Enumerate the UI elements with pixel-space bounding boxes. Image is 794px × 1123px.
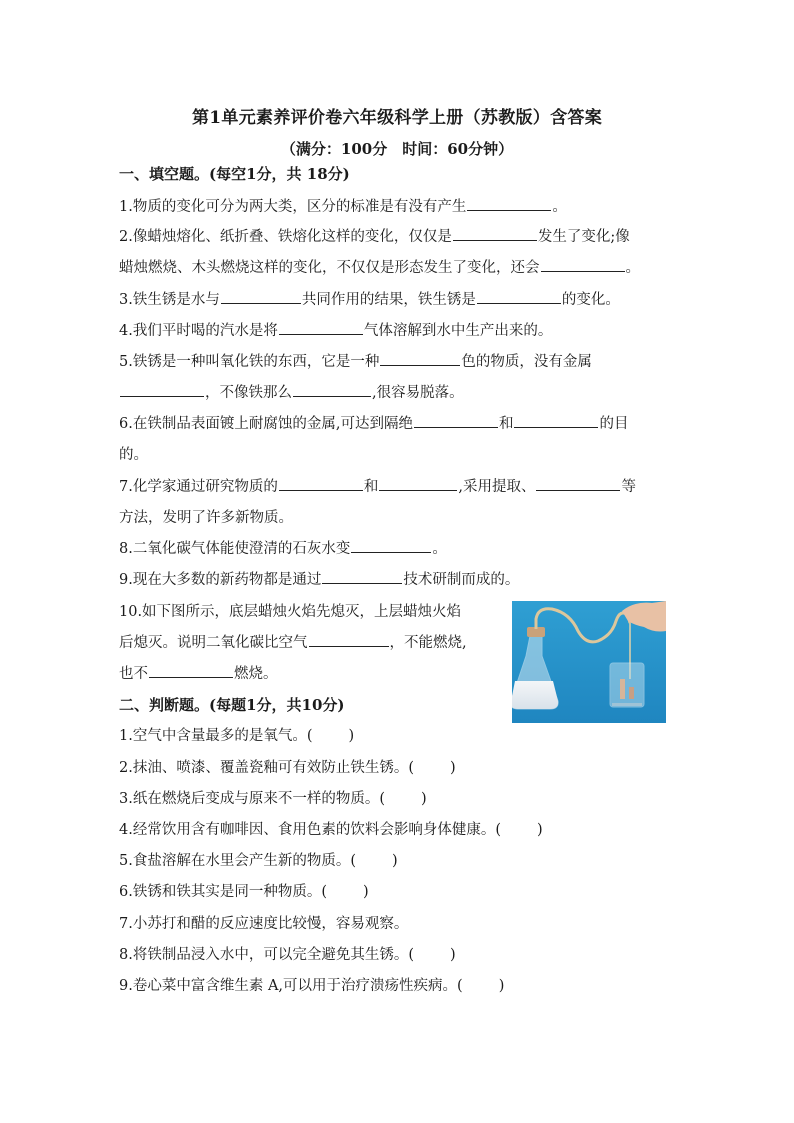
question-4: 4.我们平时喝的汽水是将 气体溶解到水中生产出来的。 xyxy=(119,320,552,342)
question-2: 2.像蜡烛熔化、纸折叠、铁熔化这样的变化，仅仅是 发生了变化;像 xyxy=(119,226,630,248)
question-1: 1.物质的变化可分为两大类，区分的标准是有没有产生 。 xyxy=(119,196,567,218)
judge-item-9: 9.卷心菜中富含维生素 A,可以用于治疗溃疡性疾病。( ) xyxy=(119,978,505,994)
answer-blank[interactable] xyxy=(309,632,389,647)
page-title: 第1单元素养评价卷六年级科学上册（苏教版）含答案 xyxy=(191,108,603,128)
question-2-cont: 蜡烛燃烧、木头燃烧这样的变化，不仅仅是形态发生了变化，还会 。 xyxy=(119,257,640,279)
question-10: 10.如下图所示，底层蜡烛火焰先熄灭，上层蜡烛火焰 xyxy=(119,604,462,620)
section2-heading: 二、判断题。(每题1分，共10分) xyxy=(119,696,345,714)
question-5-cont: ，不像铁那么 ,很容易脱落。 xyxy=(119,382,464,404)
judge-item-1: 1.空气中含量最多的是氧气。( ) xyxy=(119,728,355,744)
answer-blank[interactable] xyxy=(279,476,363,491)
answer-blank[interactable] xyxy=(221,289,301,304)
judge-item-5: 5.食盐溶解在水里会产生新的物质。( ) xyxy=(119,853,398,869)
question-10-cont: 后熄灭。说明二氧化碳比空气 ，不能燃烧, xyxy=(119,632,467,654)
answer-blank[interactable] xyxy=(514,413,598,428)
question-6-cont: 的。 xyxy=(119,447,148,463)
question-5: 5.铁锈是一种叫氧化铁的东西，它是一种 色的物质，没有金属 xyxy=(119,351,592,373)
answer-blank[interactable] xyxy=(414,413,498,428)
section1-heading: 一、填空题。(每空1分，共 18分) xyxy=(119,165,350,183)
judge-item-8: 8.将铁制品浸入水中，可以完全避免其生锈。( ) xyxy=(119,947,456,963)
question-8: 8.二氧化碳气体能使澄清的石灰水变 。 xyxy=(119,538,447,560)
answer-blank[interactable] xyxy=(279,320,363,335)
answer-blank[interactable] xyxy=(467,196,551,211)
answer-blank[interactable] xyxy=(322,569,402,584)
answer-blank[interactable] xyxy=(379,476,457,491)
answer-blank[interactable] xyxy=(477,289,561,304)
question-7-cont: 方法，发明了许多新物质。 xyxy=(119,510,293,526)
experiment-photo xyxy=(512,601,666,723)
question-7: 7.化学家通过研究物质的 和 ,采用提取、 等 xyxy=(119,476,636,498)
answer-blank[interactable] xyxy=(380,351,460,366)
judge-item-3: 3.纸在燃烧后变成与原来不一样的物质。( ) xyxy=(119,791,427,807)
answer-blank[interactable] xyxy=(293,382,371,397)
answer-blank[interactable] xyxy=(149,663,233,678)
answer-blank[interactable] xyxy=(536,476,620,491)
judge-item-6: 6.铁锈和铁其实是同一种物质。( ) xyxy=(119,884,369,900)
judge-item-7: 7.小苏打和醋的反应速度比较慢，容易观察。 xyxy=(119,916,409,932)
answer-blank[interactable] xyxy=(351,538,431,553)
answer-blank[interactable] xyxy=(453,226,537,241)
judge-item-4: 4.经常饮用含有咖啡因、食用色素的饮料会影响身体健康。( ) xyxy=(119,822,543,838)
question-3: 3.铁生锈是水与 共同作用的结果，铁生锈是 的变化。 xyxy=(119,289,620,311)
answer-blank[interactable] xyxy=(541,257,625,272)
question-6: 6.在铁制品表面镀上耐腐蚀的金属,可达到隔绝 和 的目 xyxy=(119,413,628,435)
answer-blank[interactable] xyxy=(120,382,204,397)
candle-co2-experiment-illustration xyxy=(512,601,666,723)
question-10-cont2: 也不 燃烧。 xyxy=(119,663,278,685)
judge-item-2: 2.抹油、喷漆、覆盖瓷釉可有效防止铁生锈。( ) xyxy=(119,760,456,776)
page-subtitle: （满分：100分 时间：60分钟） xyxy=(280,140,514,158)
question-9: 9.现在大多数的新药物都是通过 技术研制而成的。 xyxy=(119,569,519,591)
